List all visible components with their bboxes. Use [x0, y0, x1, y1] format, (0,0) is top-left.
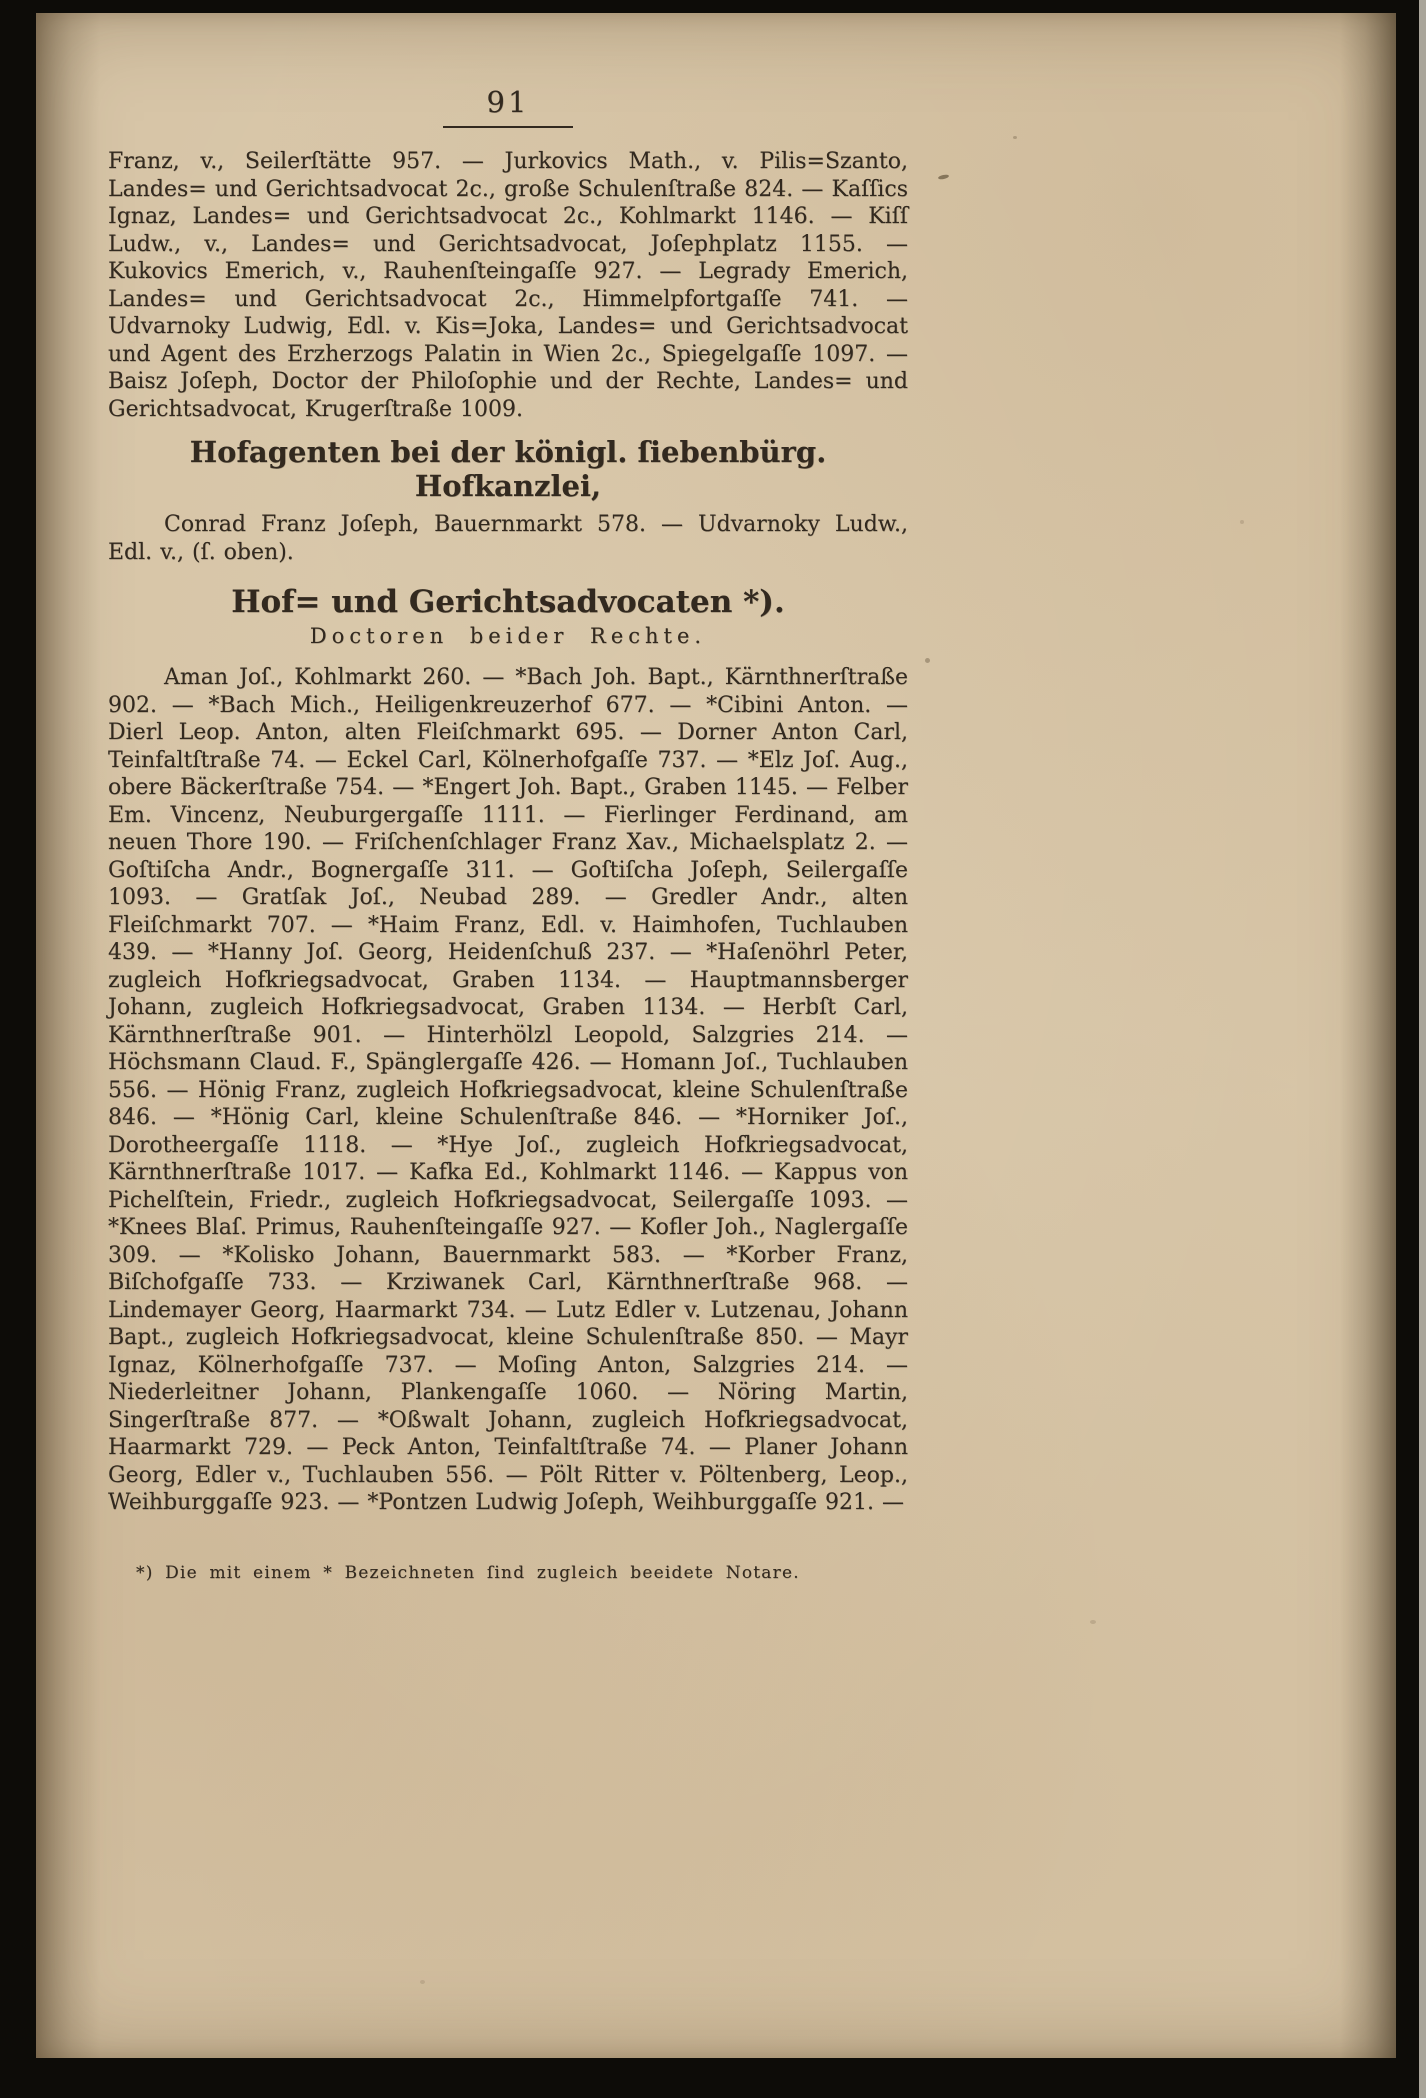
book-page: [36, 13, 1396, 2058]
paper-speck: [420, 1980, 425, 1984]
paper-speck: [1090, 1620, 1096, 1624]
paper-speck: [1240, 520, 1244, 524]
footnote: *) Die mit einem * Bezeichneten ſind zugleich beeidete Notare.: [136, 1562, 800, 1583]
text-block: [108, 85, 908, 1583]
page-header: [108, 85, 908, 128]
page-number: 91: [443, 85, 574, 128]
continuation-paragraph: Franz, v., Seilerſtätte 957. — Jurkovics Math., v. Pilis=Szanto, Landes= und Gerichtsadvocat 2c., große Schulenſtraße 824. — Kaſſics Ignaz, Landes= und Gerichtsadvocat 2c., Kohlmarkt 1146. — Kiſſ Ludw., v., Landes= und Gerichtsadvocat, Joſephplatz 1155. — Kukovics Emerich, v., Rauhenſteingaſſe 927. — Legrady Emerich, Landes= und Gerichtsadvocat 2c., Himmelpfortgaſſe 741. — Udvarnoky Ludwig, Edl. v. Kis=Joka, Landes= und Gerichtsadvocat und Agent des Erzherzogs Palatin in Wien 2c., Spiegelgaſſe 1097. — Baisz Joſeph, Doctor der Philoſophie und der Rechte, Landes= und Gerichtsadvocat, Krugerſtraße 1009.: [108, 149, 908, 422]
paper-speck: [925, 658, 930, 663]
heading-hofagenten: Hofagenten bei der königl. ſiebenbürg. Hofkanzlei,: [189, 435, 827, 503]
fore-edge-shadow: [1340, 13, 1396, 2058]
subheading-doctoren-beider-rechte: Doctoren beider Rechte.: [309, 624, 707, 648]
heading-hof-und-gerichtsadvocaten: Hof= und Gerichtsadvocaten *).: [231, 584, 785, 620]
gutter-shadow: [36, 13, 100, 2058]
paper-speck: [938, 174, 950, 180]
hofagenten-paragraph: Conrad Franz Joſeph, Bauernmarkt 578. — Udvarnoky Ludw., Edl. v., (ſ. oben).: [108, 512, 908, 565]
scanner-bed-edge: [1419, 0, 1426, 2098]
advocaten-paragraph: Aman Joſ., Kohlmarkt 260. — *Bach Joh. Bapt., Kärnthnerſtraße 902. — *Bach Mich., Heiligenkreuzerhof 677. — *Cibini Anton. — Dierl Leop. Anton, alten Fleiſchmarkt 695. — Dorner Anton Carl, Teinfaltſtraße 74. — Eckel Carl, Kölnerhofgaſſe 737. — *Elz Joſ. Aug., obere Bäckerſtraße 754. — *Engert Joh. Bapt., Graben 1145. — Felber Em. Vincenz, Neuburgergaſſe 1111. — Fierlinger Ferdinand, am neuen Thore 190. — Friſchenſchlager Franz Xav., Michaelsplatz 2. — Goſtiſcha Andr., Bognergaſſe 311. — Goſtiſcha Joſeph, Seilergaſſe 1093. — Gratſak Joſ., Neubad 289. — Gredler Andr., alten Fleiſchmarkt 707. — *Haim Franz, Edl. v. Haimhofen, Tuchlauben 439. — *Hanny Joſ. Georg, Heidenſchuß 237. — *Haſenöhrl Peter, zugleich Hofkriegsadvocat, Graben 1134. — Hauptmannsberger Johann, zugleich Hofkriegsadvocat, Graben 1134. — Herbſt Carl, Kärnthnerſtraße 901. — Hinterhölzl Leopold, Salzgries 214. — Höchsmann Claud. F., Spänglergaſſe 426. — Homann Joſ., Tuchlauben 556. — Hönig Franz, zugleich Hofkriegsadvocat, kleine Schulenſtraße 846. — *Hönig Carl, kleine Schulenſtraße 846. — *Horniker Joſ., Dorotheergaſſe 1118. — *Hye Joſ., zugleich Hofkriegsadvocat, Kärnthnerſtraße 1017. — Kafka Ed., Kohlmarkt 1146. — Kappus von Pichelſtein, Friedr., zugleich Hofkriegsadvocat, Seilergaſſe 1093. — *Knees Blaſ. Primus, Rauhenſteingaſſe 927. — Kofler Joh., Naglergaſſe 309. — *Kolisko Johann, Bauernmarkt 583. — *Korber Franz, Biſchofgaſſe 733. — Krziwanek Carl, Kärnthnerſtraße 968. — Lindemayer Georg, Haarmarkt 734. — Lutz Edler v. Lutzenau, Johann Bapt., zugleich Hofkriegsadvocat, kleine Schulenſtraße 850. — Mayr Ignaz, Kölnerhofgaſſe 737. — Moſing Anton, Salzgries 214. — Niederleitner Johann, Plankengaſſe 1060. — Nöring Martin, Singerſtraße 877. — *Oßwalt Johann, zugleich Hofkriegsadvocat, Haarmarkt 729. — Peck Anton, Teinfaltſtraße 74. — Planer Johann Georg, Edler v., Tuchlauben 556. — Pölt Ritter v. Pöltenberg, Leop., Weihburggaſſe 923. — *Pontzen Ludwig Joſeph, Weihburggaſſe 921. —: [108, 665, 908, 1515]
paper-speck: [1013, 136, 1017, 139]
